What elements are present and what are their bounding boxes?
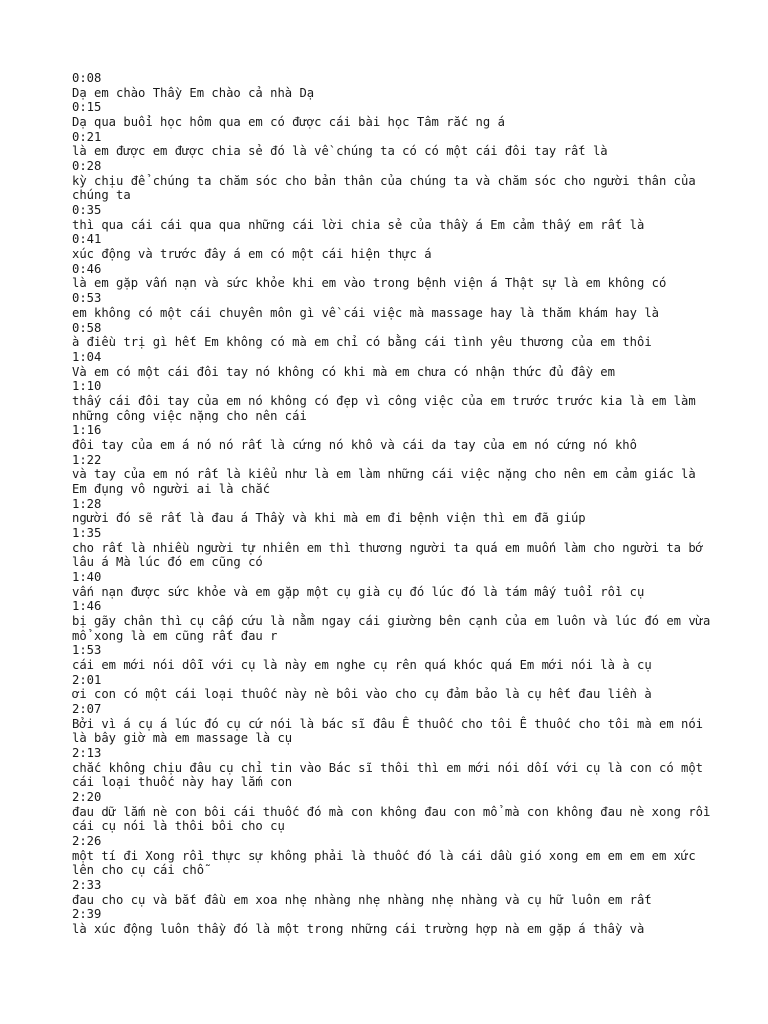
transcript-entry (72, 878, 712, 907)
transcript-line: thì qua cái cái qua qua những cái lời chia sẻ của thầy á Em cảm thấy em rất là (72, 217, 645, 232)
transcript-entry (72, 497, 712, 526)
transcript-entry (72, 321, 712, 350)
timestamp: 1:40 (72, 570, 102, 584)
transcript-line: chắc không chịu đâu cụ chỉ tin vào Bác sĩ thôi thì em mới nói dối với cụ là con có một cái loại thuốc này hay lắm con (72, 760, 711, 790)
transcript-line: là em gặp vấn nạn và sức khỏe khi em vào trong bệnh viện á Thật sự là em không có (72, 276, 667, 291)
timestamp: 0:46 (72, 261, 102, 276)
transcript-entry (72, 350, 712, 379)
transcript-entry (72, 907, 712, 936)
transcript-line: và tay của em nó rất là kiểu như là em làm những cái việc nặng cho nên em cảm giác là Em đụng vô người ai là chắc (72, 467, 704, 496)
timestamp: 1:04 (72, 349, 102, 364)
timestamp: 1:28 (72, 496, 102, 511)
transcript-line: một tí đi Xong rồi thực sự không phải là thuốc đó là cái dầu gió xong em em em em xức lên cho cụ cái chỗ (72, 848, 704, 878)
transcript-entry (72, 100, 712, 129)
timestamp: 2:33 (72, 877, 102, 892)
transcript-line: à điều trị gì hết Em không có mà em chỉ có bằng cái tình yêu thương của em thôi (72, 335, 652, 350)
transcript-line: là em được em được chia sẻ đó là về chúng ta có có một cái đôi tay rất là (72, 144, 608, 159)
timestamp: 1:22 (72, 452, 102, 467)
timestamp: 1:46 (72, 599, 102, 614)
timestamp: 0:53 (72, 291, 102, 306)
transcript-entry (72, 291, 712, 320)
timestamp: 0:41 (72, 232, 102, 247)
transcript-line: Dạ qua buổi học hôm qua em có được cái bài học Tâm rắc ng á (72, 114, 505, 129)
transcript-entry (72, 453, 712, 497)
timestamp: 1:53 (72, 643, 102, 658)
transcript-line: cái em mới nói dỗi với cụ là này em nghe cụ rên quá khóc quá Em mới nói là à cụ (72, 657, 652, 672)
transcript-entry (72, 203, 712, 232)
timestamp: 0:35 (72, 203, 102, 218)
transcript-line: đau dữ lắm nè con bôi cái thuốc đó mà con không đau con mổ mà con không đau nè xong rồi cái cụ nói là thôi bôi cho cụ (72, 804, 718, 834)
transcript-line: em không có một cái chuyên môn gì về cái việc mà massage hay là thăm khám hay là (72, 305, 659, 320)
transcript-entry (72, 834, 712, 878)
transcript-entry (72, 599, 718, 643)
transcript-line: kỳ chịu để chúng ta chăm sóc cho bản thân của chúng ta và chăm sóc cho người thân của chúng ta (72, 173, 704, 203)
timestamp: 1:16 (72, 423, 102, 438)
transcript-line: bị gãy chân thì cụ cấp cứu là nằm ngay cái giường bên cạnh của em luôn và lúc đó em vừa mổ xong là em cũng rất đau r (72, 613, 718, 643)
transcript-line: là xúc động luôn thầy đó là một trong những cái trường hợp nà em gặp á thầy và (72, 921, 645, 936)
transcript-entry (72, 262, 712, 291)
timestamp: 0:15 (72, 100, 102, 115)
timestamp: 2:26 (72, 834, 102, 848)
timestamp: 1:10 (72, 379, 102, 394)
timestamp: 0:28 (72, 159, 102, 174)
timestamp: 2:01 (72, 672, 102, 687)
transcript-line: cho rất là nhiều người tự nhiên em thì thương người ta quá em muốn làm cho người ta bớ lâu á Mà lúc đó em cũng có (72, 540, 711, 570)
transcript-entry (72, 790, 718, 834)
timestamp: 0:58 (72, 320, 102, 335)
transcript-entry (72, 71, 712, 100)
transcript-line: người đó sẽ rất là đau á Thầy và khi mà em đi bệnh viện thì em đã giúp (72, 511, 586, 526)
transcript-entry (72, 526, 712, 570)
transcript-entry (72, 379, 712, 423)
transcript-entry (72, 232, 712, 261)
transcript-line: đau cho cụ và bắt đầu em xoa nhẹ nhàng nhẹ nhàng nhẹ nhàng và cụ hữ luôn em rất (72, 892, 652, 907)
timestamp: 2:07 (72, 702, 102, 717)
transcript-line: ơi con có một cái loại thuốc này nè bôi vào cho cụ đảm bảo là cụ hết đau liền à (72, 687, 652, 702)
transcript-entry (72, 159, 712, 203)
transcript-entry (72, 423, 712, 452)
timestamp: 0:21 (72, 129, 102, 144)
transcript-line: xúc động và trước đây á em có một cái hiện thực á (72, 247, 432, 262)
timestamp: 1:35 (72, 526, 102, 541)
transcript-line: Bởi vì á cụ á lúc đó cụ cứ nói là bác sĩ đâu Ê thuốc cho tôi Ê thuốc cho tôi mà em nói là bây giờ mà em massage là cụ (72, 716, 711, 746)
transcript-entry (72, 570, 712, 599)
transcript-line: đôi tay của em á nó nó rất là cứng nó khô và cái da tay của em nó cứng nó khô (72, 437, 637, 452)
transcript-line: thấy cái đôi tay của em nó không có đẹp vì công việc của em trước trước kia là em làm những công việc nặng cho nên cái (72, 393, 704, 423)
timestamp: 0:08 (72, 71, 102, 85)
transcript-entry (72, 673, 712, 702)
transcript-entry (72, 130, 712, 159)
transcript-document (72, 71, 718, 937)
transcript-line: Dạ em chào Thầy Em chào cả nhà Dạ (72, 85, 315, 100)
transcript-line: vấn nạn được sức khỏe và em gặp một cụ già cụ đó lúc đó là tám mấy tuổi rồi cụ (72, 584, 645, 599)
transcript-entry (72, 702, 712, 746)
transcript-line: Và em có một cái đôi tay nó không có khi mà em chưa có nhận thức đủ đầy em (72, 364, 615, 379)
timestamp: 2:39 (72, 907, 102, 922)
timestamp: 2:13 (72, 746, 102, 761)
transcript-entry (72, 643, 712, 672)
timestamp: 2:20 (72, 790, 102, 805)
transcript-entry (72, 746, 712, 790)
